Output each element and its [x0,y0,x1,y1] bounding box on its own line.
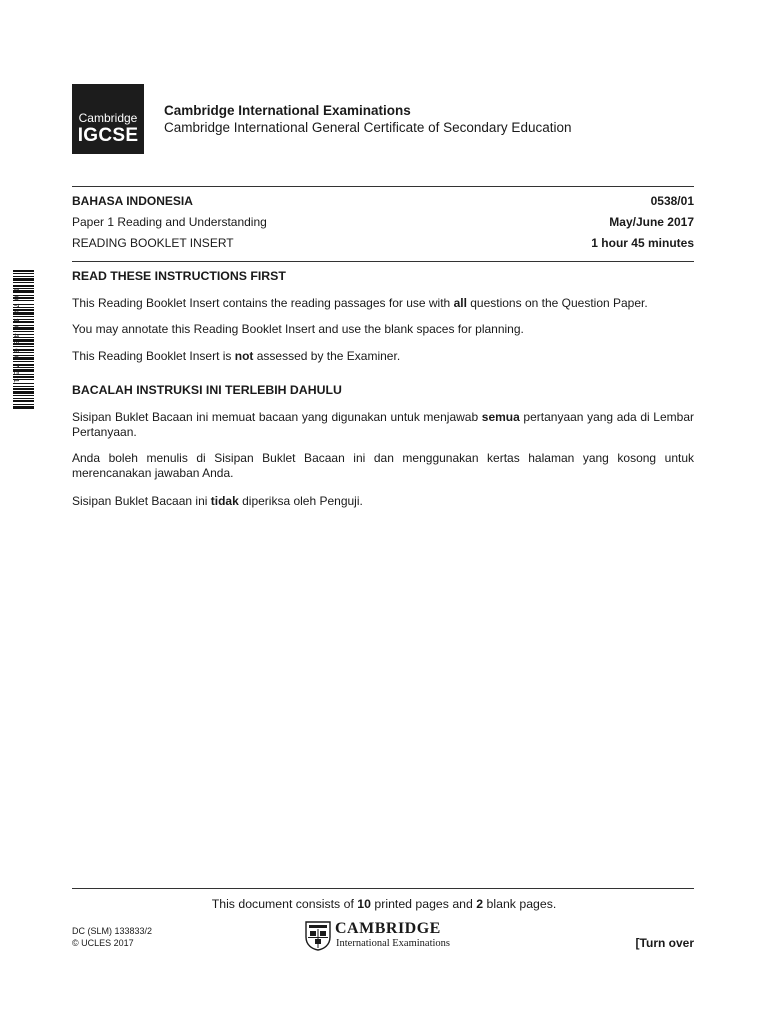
logo-line-1: Cambridge [78,111,138,125]
copyright: © UCLES 2017 [72,938,134,948]
subject: BAHASA INDONESIA [72,194,193,208]
instruction-en-3: This Reading Booklet Insert is not assessed by the Examiner. [72,349,401,363]
instructions-heading-id: BACALAH INSTRUKSI INI TERLEBIH DAHULU [72,383,342,397]
exam-session: May/June 2017 [609,215,694,229]
paper-title: Paper 1 Reading and Understanding [72,215,267,229]
page-count-note: This document consists of 10 printed pages and 2 blank pages. [211,897,557,911]
divider-top [72,186,694,187]
logo-line-2: IGCSE [77,125,139,146]
org-title: Cambridge International Examinations [164,103,411,118]
cambridge-igcse-logo [72,84,144,154]
turn-over-label: [Turn over [635,936,694,950]
cambridge-crest-icon [305,921,331,951]
booklet-type: READING BOOKLET INSERT [72,236,234,250]
divider-middle [72,261,694,262]
instruction-id-1: Sisipan Buklet Bacaan ini memuat bacaan yang digunakan untuk menjawab semua pertanyaan yang ada di Lembar Pertanyaan. [72,410,694,439]
instructions-heading-en: READ THESE INSTRUCTIONS FIRST [72,269,286,283]
divider-footer [72,888,694,889]
cambridge-wordmark-sub: International Examinations [336,938,451,949]
instruction-en-2: You may annotate this Reading Booklet Insert and use the blank spaces for planning. [72,322,524,336]
paper-code: 0538/01 [650,194,694,208]
cambridge-wordmark: CAMBRIDGE [335,920,441,937]
instruction-id-2: Anda boleh menulis di Sisipan Buklet Bacaan ini dan menggunakan kertas halaman yang kosong untuk merencanakan jawaban Anda. [72,451,694,480]
org-subtitle: Cambridge International General Certificate of Secondary Education [164,120,572,135]
barcode-number: 0078104860751 [11,288,19,386]
exam-duration: 1 hour 45 minutes [591,236,694,250]
instruction-en-1: This Reading Booklet Insert contains the reading passages for use with all questions on the Question Paper. [72,296,648,310]
instruction-id-3: Sisipan Buklet Bacaan ini tidak diperiksa oleh Penguji. [72,494,363,508]
document-reference: DC (SLM) 133833/2 [72,926,153,936]
